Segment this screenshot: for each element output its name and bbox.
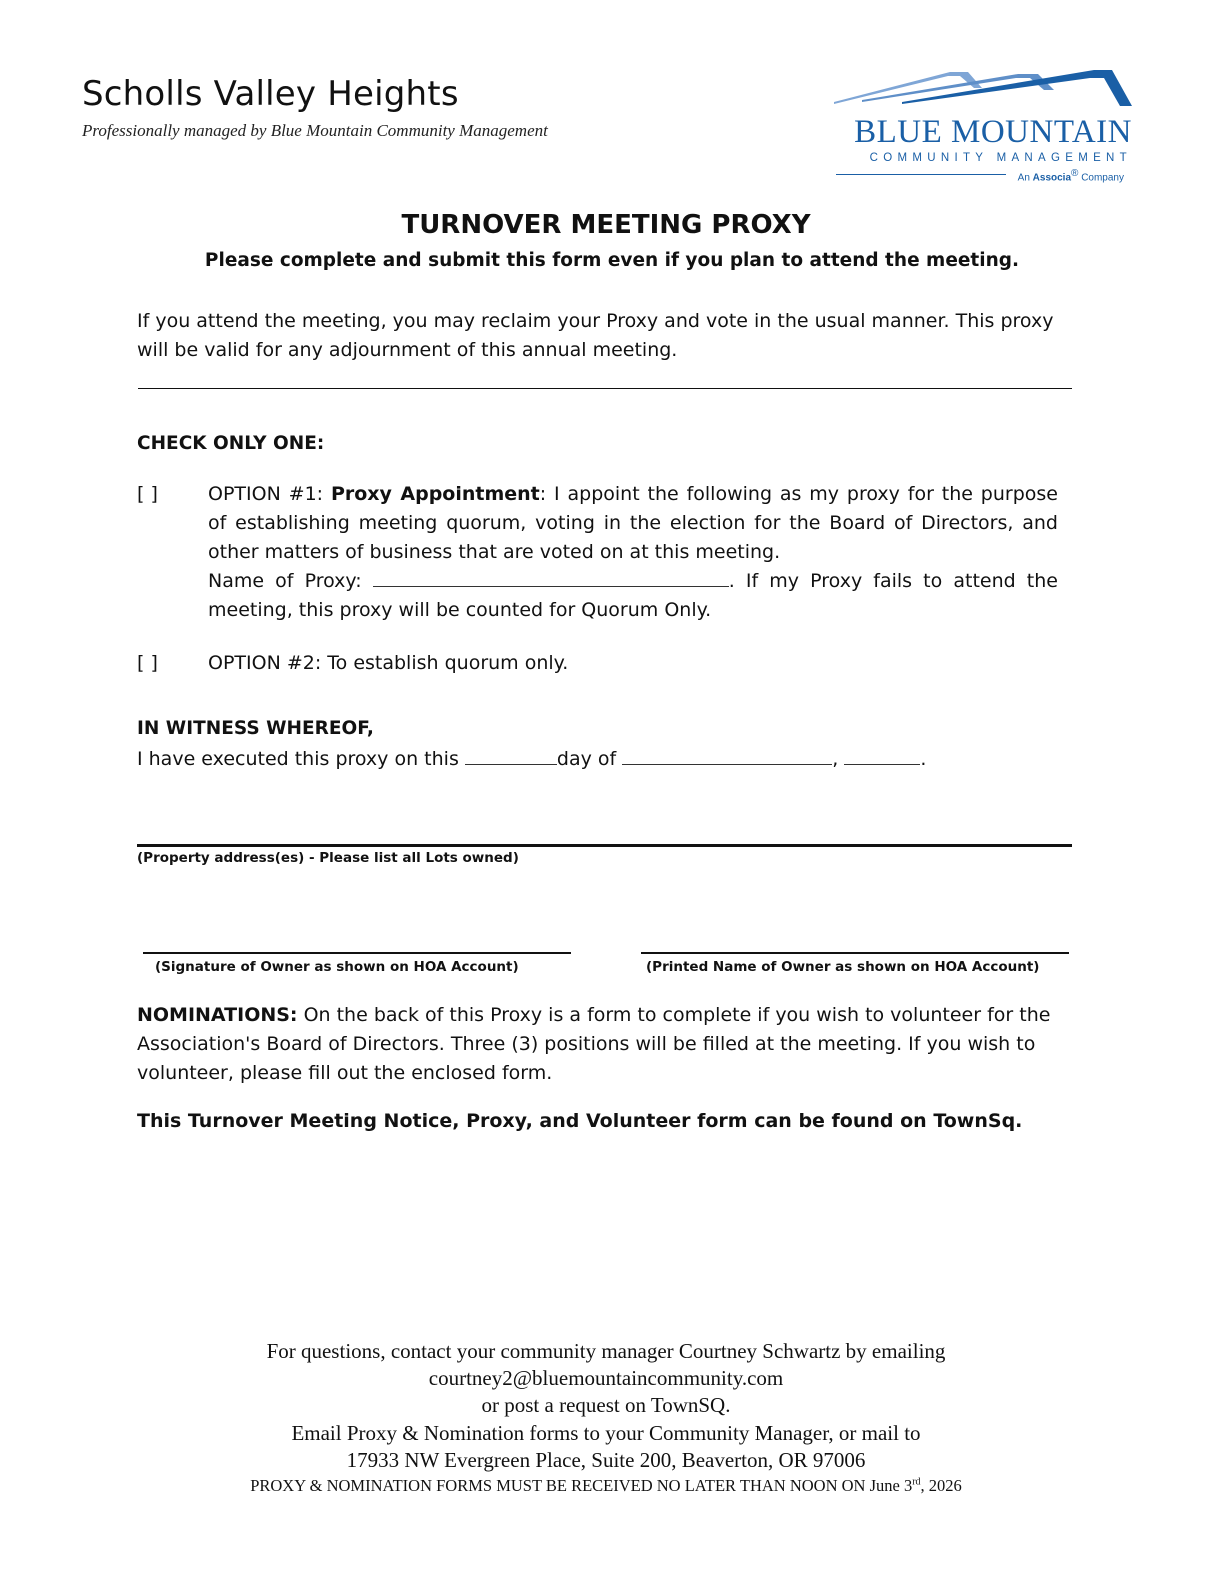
- check-only-one-heading: CHECK ONLY ONE:: [137, 433, 325, 454]
- nominations-paragraph: NOMINATIONS: On the back of this Proxy is a form to complete if you wish to volunteer for the Association's Board of Directors. Three (3) positions will be filled at the meeting. If you wish to volunteer, please fill out the enclosed form.: [137, 1004, 1051, 1084]
- logo-divider: [836, 174, 1006, 175]
- logo-name: BLUE MOUNTAIN: [854, 114, 1132, 150]
- option2-checkbox[interactable]: [ ]: [137, 652, 158, 674]
- witness-line: I have executed this proxy on this day of , .: [137, 748, 927, 770]
- footer-mail-line: Email Proxy & Nomination forms to your Community Manager, or mail to: [291, 1421, 921, 1445]
- option1-text: OPTION #1: Proxy Appointment: I appoint the following as my proxy for the purpose of establishing meeting quorum, voting in the election for the Board of Directors, and other matters of business that are voted on at this meeting. Name of Proxy: . If my Proxy fails to attend the meeting, this proxy will be counted for Quorum Only.: [208, 483, 1058, 621]
- printed-name-label: (Printed Name of Owner as shown on HOA Account): [646, 959, 1040, 975]
- section-divider: [138, 388, 1072, 389]
- witness-heading: IN WITNESS WHEREOF,: [137, 718, 374, 739]
- day-field[interactable]: [465, 746, 557, 765]
- community-name: Scholls Valley Heights: [82, 74, 459, 114]
- option1-checkbox[interactable]: [ ]: [137, 483, 158, 505]
- logo-tagline: COMMUNITY MANAGEMENT: [869, 152, 1132, 164]
- month-field[interactable]: [622, 746, 832, 765]
- footer-townsq-line: or post a request on TownSQ.: [481, 1393, 731, 1417]
- footer-deadline: PROXY & NOMINATION FORMS MUST BE RECEIVED NO LATER THAN NOON ON June 3rd, 2026: [250, 1476, 962, 1495]
- footer-email[interactable]: courtney2@bluemountaincommunity.com: [428, 1366, 784, 1390]
- year-field[interactable]: [844, 746, 920, 765]
- footer-contact-line: For questions, contact your community manager Courtney Schwartz by emailing: [266, 1339, 946, 1363]
- logo-affiliation: An Associa® Company: [1017, 168, 1124, 184]
- mountain-peaks-icon: [832, 66, 1132, 116]
- property-address-field[interactable]: [137, 844, 1072, 847]
- signature-field[interactable]: [143, 952, 571, 954]
- managed-by-line: Professionally managed by Blue Mountain Community Management: [82, 121, 548, 140]
- proxy-name-field[interactable]: [373, 568, 729, 587]
- printed-name-field[interactable]: [641, 952, 1069, 954]
- signature-label: (Signature of Owner as shown on HOA Account): [155, 959, 519, 975]
- property-address-label: (Property address(es) - Please list all Lots owned): [137, 850, 519, 866]
- page-subtitle: Please complete and submit this form even if you plan to attend the meeting.: [204, 250, 1020, 271]
- footer-address: 17933 NW Evergreen Place, Suite 200, Beaverton, OR 97006: [346, 1448, 866, 1472]
- option2-text: OPTION #2: To establish quorum only.: [208, 652, 569, 674]
- townsq-note: This Turnover Meeting Notice, Proxy, and Volunteer form can be found on TownSq.: [137, 1110, 1023, 1132]
- blue-mountain-logo: [832, 66, 1132, 186]
- intro-paragraph: If you attend the meeting, you may reclaim your Proxy and vote in the usual manner. This proxy will be valid for any adjournment of this annual meeting.: [137, 310, 1054, 361]
- page-title: TURNOVER MEETING PROXY: [401, 210, 811, 240]
